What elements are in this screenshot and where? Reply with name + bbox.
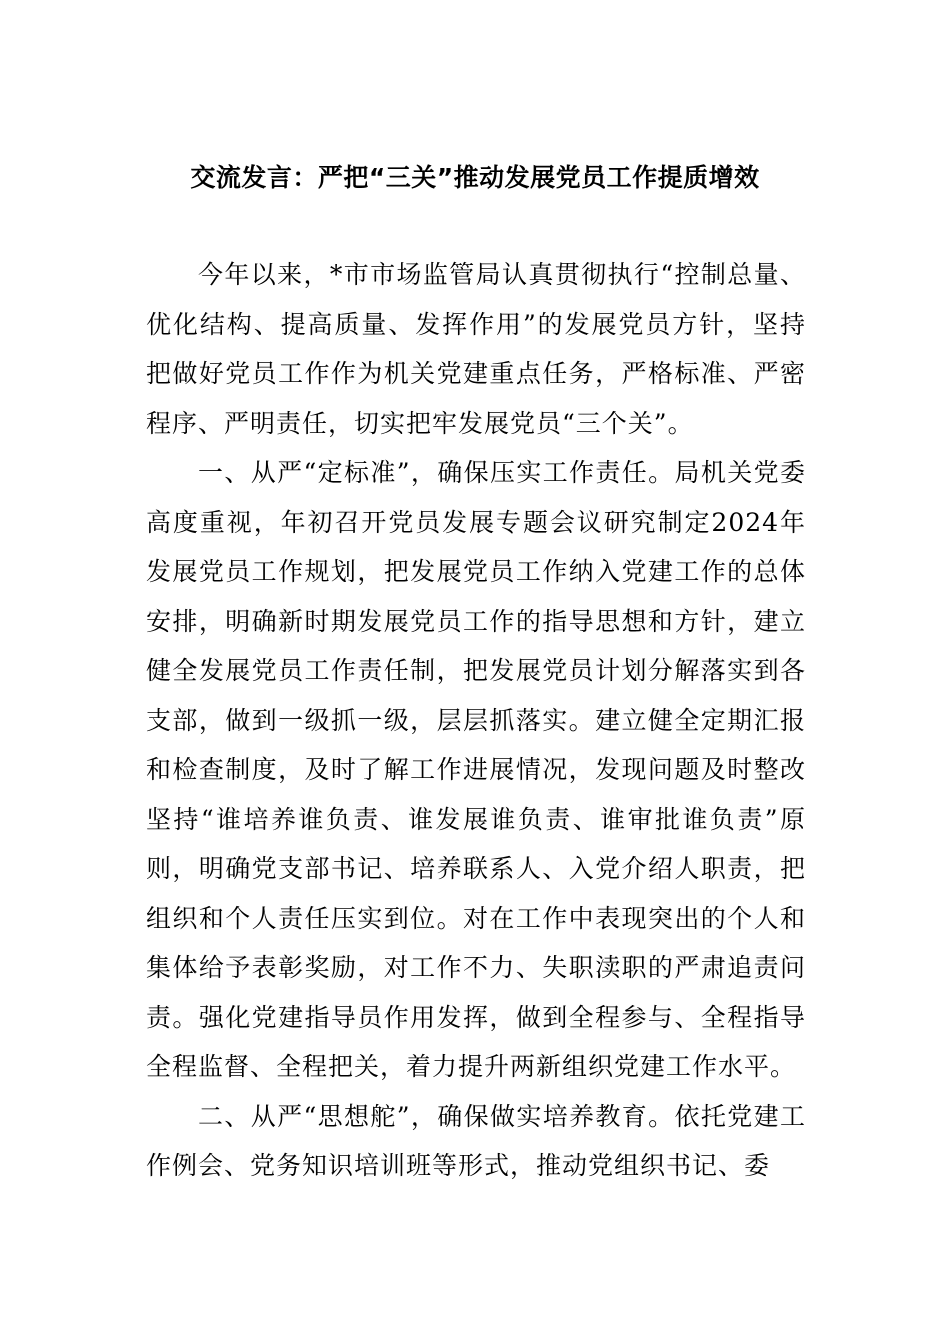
document-title: 交流发言：严把“三关”推动发展党员工作提质增效	[190, 163, 760, 192]
paragraph-section-two: 二、从严“思想舵”，确保做实培养教育。依托党建工作例会、党务知识培训班等形式，推动党组织书记、委	[146, 1101, 806, 1180]
paragraph-section-one: 一、从严“定标准”，确保压实工作责任。局机关党委高度重视，年初召开党员发展专题会议研究制定2024年发展党员工作规划，把发展党员工作纳入党建工作的总体安排，明确新时期发展党员工作的指导思想和方针，建立健全发展党员工作责任制，把发展党员计划分解落实到各支部，做到一级抓一级，层层抓落实。建立健全定期汇报和检查制度，及时了解工作进展情况，发现问题及时整改坚持“谁培养谁负责、谁发展谁负责、谁审批谁负责”原则，明确党支部书记、培养联系人、入党介绍人职责，把组织和个人责任压实到位。对在工作中表现突出的个人和集体给予表彰奖励，对工作不力、失职渎职的严肃追责问责。强化党建指导员作用发挥，做到全程参与、全程指导全程监督、全程把关，着力提升两新组织党建工作水平。	[146, 458, 806, 1081]
document-body	[146, 250, 806, 1191]
paragraph-intro: 今年以来，*市市场监管局认真贯彻执行“控制总量、优化结构、提高质量、发挥作用”的发展党员方针，坚持把做好党员工作作为机关党建重点任务，严格标准、严密程序、严明责任，切实把牢发展党员“三个关”。	[146, 260, 806, 438]
